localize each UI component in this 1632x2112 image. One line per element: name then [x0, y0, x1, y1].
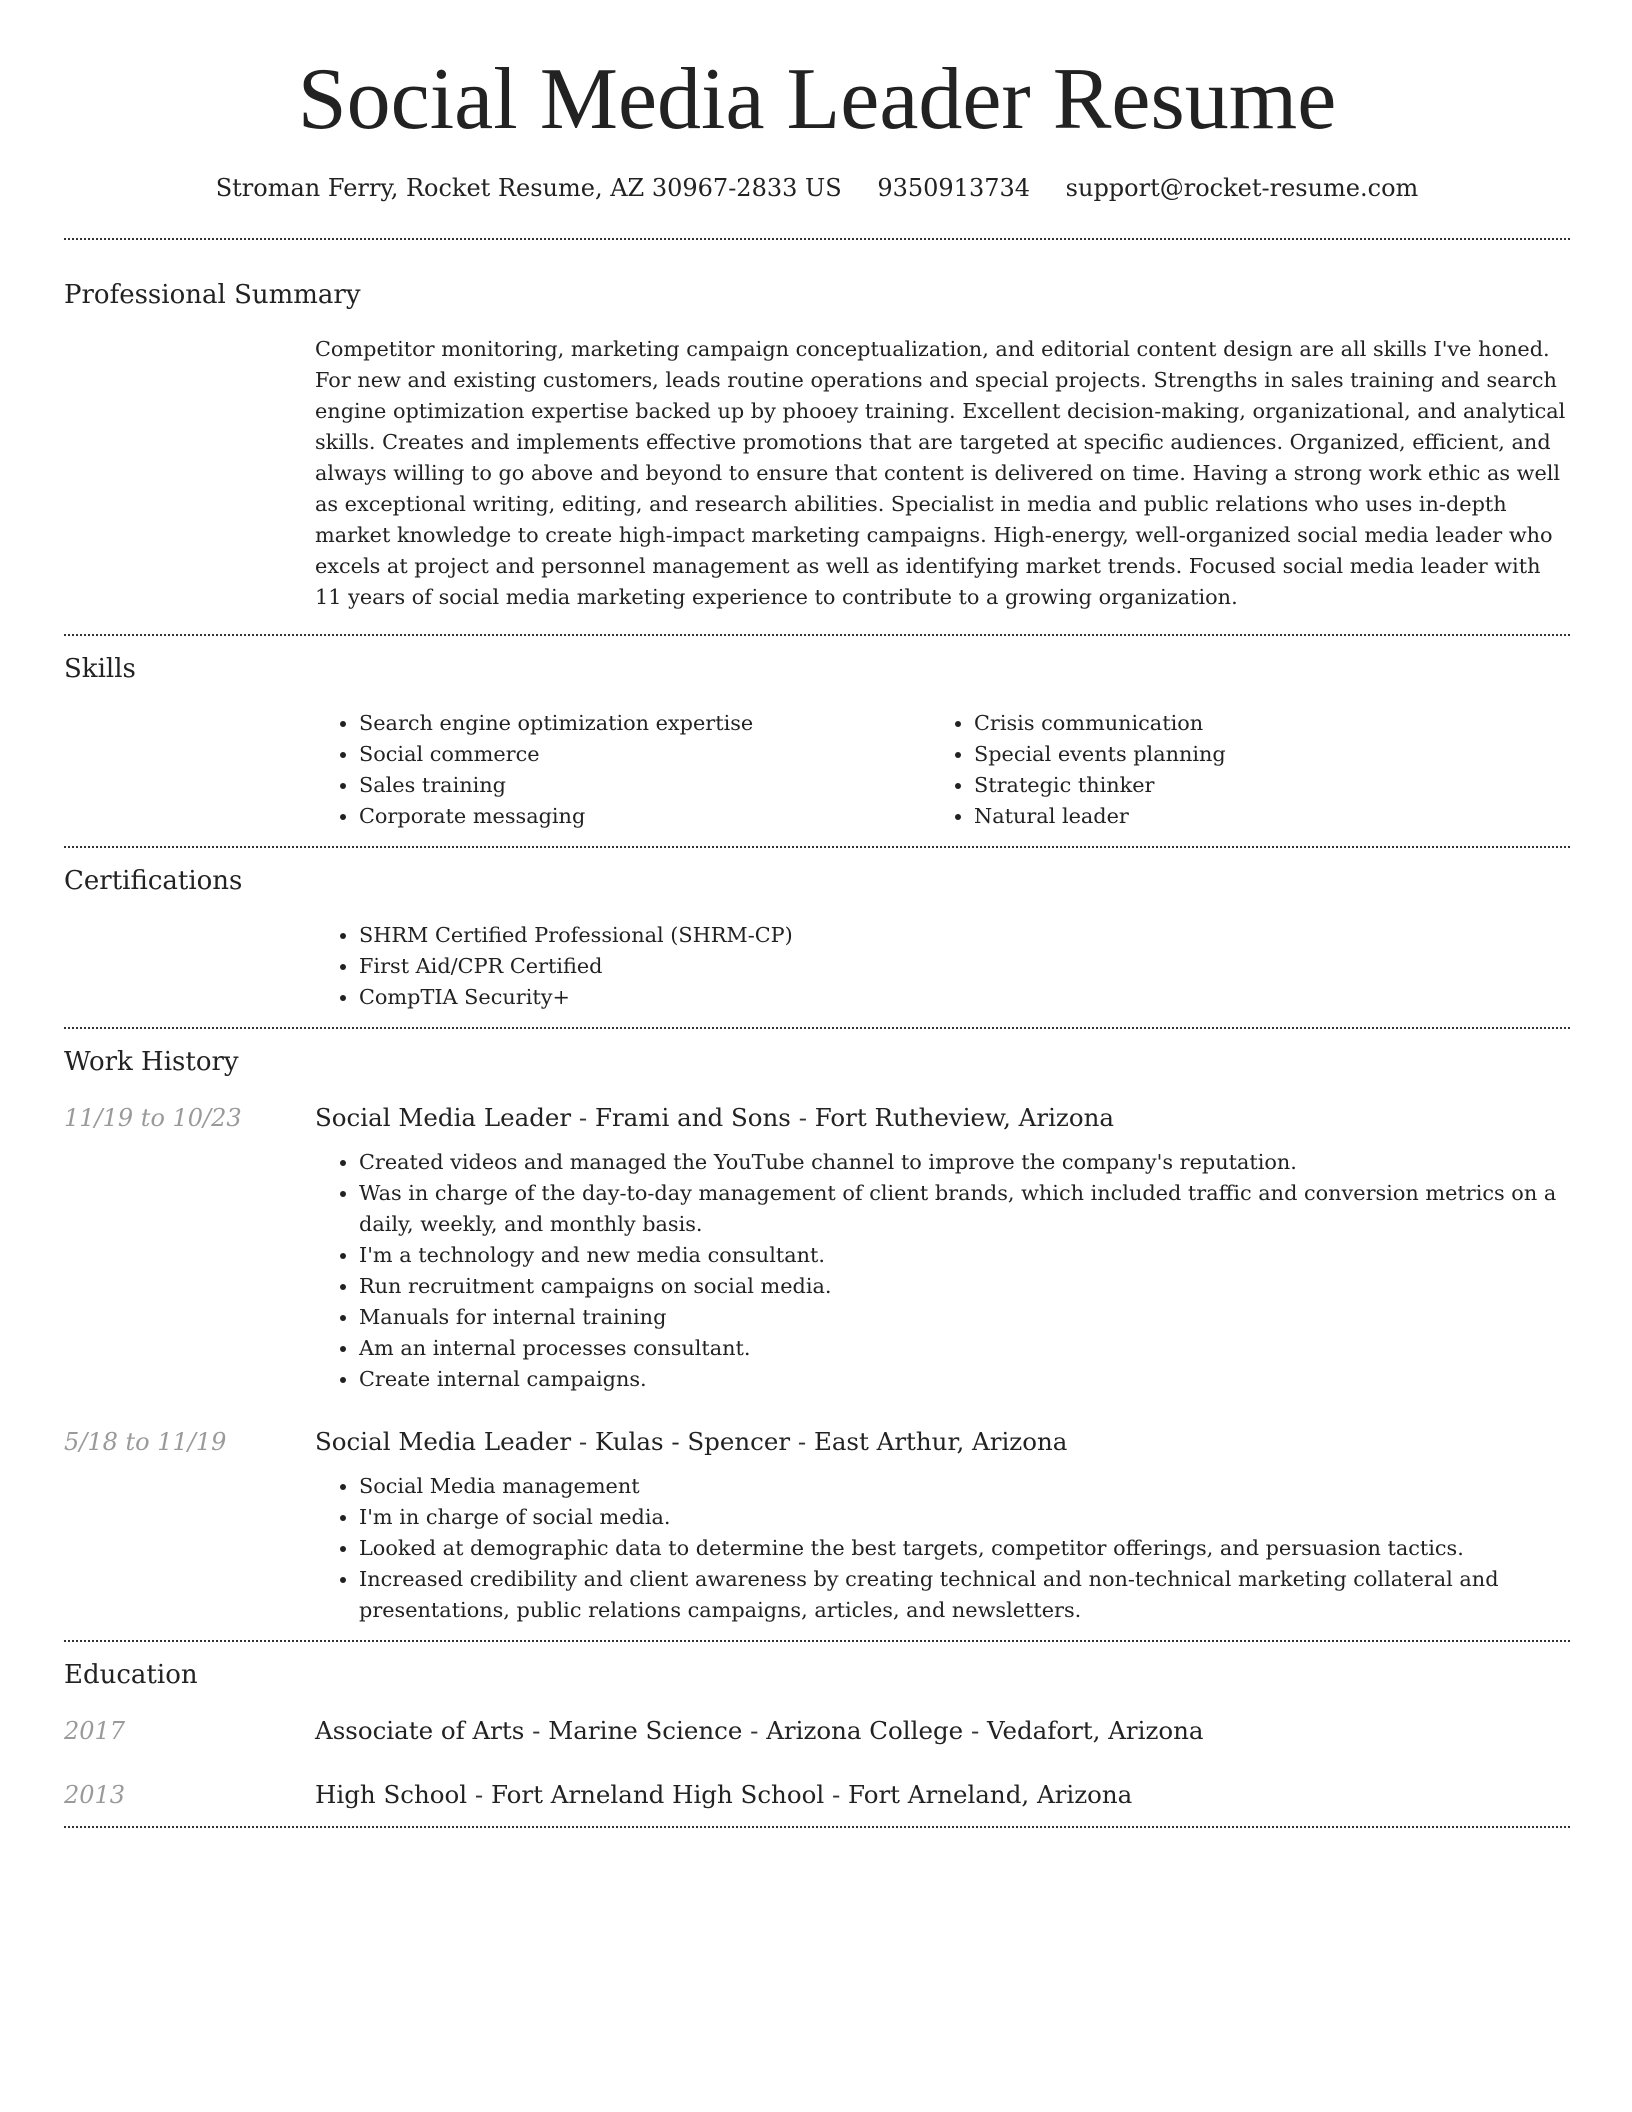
education-title-line: Associate of Arts - Marine Science - Arizona College - Vedafort, Arizona [315, 1715, 1204, 1745]
education-entry [64, 1714, 1570, 1748]
job-title: Social Media Leader [315, 1426, 572, 1456]
job-bullet: • Create internal campaigns. [359, 1364, 1570, 1395]
education-title-line: High School - Fort Arneland High School - Fort Arneland, Arizona [315, 1779, 1133, 1809]
job-bullet: • I'm a technology and new media consultant. [359, 1240, 1570, 1271]
certifications-section [64, 848, 1570, 1027]
education-school: Fort Arneland High School [490, 1779, 825, 1809]
skill-item: • Crisis communication [974, 708, 1545, 739]
education-degree: Associate of Arts [315, 1715, 525, 1745]
skill-item: • Search engine optimization expertise [359, 708, 930, 739]
education-location: Fort Arneland, Arizona [848, 1779, 1133, 1809]
email: support@rocket-resume.com [1065, 174, 1419, 202]
certification-item: • First Aid/CPR Certified [359, 951, 1570, 982]
job-bullets [315, 1147, 1570, 1395]
job-dates: 11/19 to 10/23 [64, 1103, 242, 1132]
address: Stroman Ferry, Rocket Resume, AZ 30967-2833 US [215, 174, 842, 202]
education-entry [64, 1778, 1570, 1812]
work-history-heading: Work History [64, 1046, 239, 1077]
work-history-section [64, 1029, 1570, 1640]
skills-left-list [315, 708, 930, 832]
summary-text: Competitor monitoring, marketing campaign conceptualization, and editorial content design are all skills I've honed. For new and existing customers, leads routine operations and special projects. Strengths in sales training and search engine optimization expertise backed up by phooey training. Excellent decision-making, organizational, and analytical skills. Creates and implements effective promotions that are targeted at specific audiences. Organized, efficient, and always willing to go above and beyond to ensure that content is delivered on time. Having a strong work ethic as well as exceptional writing, editing, and research abilities. Specialist in media and public relations who uses in-depth market knowledge to create high-impact marketing campaigns. High-energy, well-organized social media leader who excels at project and personnel management as well as identifying market trends. Focused social media leader with 11 years of social media marketing experience to contribute to a growing organization. [315, 337, 1566, 609]
skill-item: • Natural leader [974, 801, 1545, 832]
job-bullet: • Created videos and managed the YouTube channel to improve the company's reputation. [359, 1147, 1570, 1178]
job-title: Social Media Leader [315, 1102, 572, 1132]
summary-heading: Professional Summary [64, 280, 361, 310]
skill-item: • Corporate messaging [359, 801, 930, 832]
resume-page [64, 0, 1570, 1828]
certifications-heading: Certifications [64, 865, 243, 896]
job-body [315, 1425, 1570, 1626]
job-bullets [315, 1471, 1570, 1626]
education-school: Arizona College [766, 1715, 964, 1745]
skill-item: • Strategic thinker [974, 770, 1545, 801]
divider [64, 238, 1570, 240]
job-bullet: • Run recruitment campaigns on social media. [359, 1271, 1570, 1302]
certifications-list [315, 920, 1570, 1013]
job-location: East Arthur, Arizona [813, 1426, 1068, 1456]
skill-item: • Social commerce [359, 739, 930, 770]
certification-item: • SHRM Certified Professional (SHRM-CP) [359, 920, 1570, 951]
job-employer: Frami and Sons [594, 1102, 791, 1132]
job-bullet: • I'm in charge of social media. [359, 1502, 1570, 1533]
job-bullet: • Increased credibility and client awareness by creating technical and non-technical marketing collateral and presentations, public relations campaigns, articles, and newsletters. [359, 1564, 1570, 1626]
education-year: 2017 [64, 1716, 126, 1745]
education-heading: Education [64, 1659, 198, 1690]
skill-item: • Sales training [359, 770, 930, 801]
skills-grid [315, 708, 1570, 832]
job-employer: Kulas - Spencer [594, 1426, 791, 1456]
job-entry [64, 1425, 1570, 1626]
skills-heading: Skills [64, 653, 136, 684]
certification-item: • CompTIA Security+ [359, 982, 1570, 1013]
skills-section [64, 636, 1570, 846]
skills-right-list [930, 708, 1545, 832]
education-year: 2013 [64, 1780, 126, 1809]
job-bullet: • Manuals for internal training [359, 1302, 1570, 1333]
job-location: Fort Rutheview, Arizona [814, 1102, 1114, 1132]
job-title-line: Social Media Leader - Kulas - Spencer - East Arthur, Arizona [315, 1426, 1068, 1456]
job-body [315, 1101, 1570, 1395]
phone: 9350913734 [877, 174, 1031, 202]
resume-title: Social Media Leader Resume [297, 51, 1337, 148]
job-entry [64, 1101, 1570, 1395]
job-bullet: • Social Media management [359, 1471, 1570, 1502]
education-location: Vedafort, Arizona [987, 1715, 1204, 1745]
job-bullet: • Was in charge of the day-to-day management of client brands, which included traffic and conversion metrics on a daily, weekly, and monthly basis. [359, 1178, 1570, 1240]
job-bullet: • Looked at demographic data to determine the best targets, competitor offerings, and persuasion tactics. [359, 1533, 1570, 1564]
skill-item: • Special events planning [974, 739, 1545, 770]
education-degree: High School [315, 1779, 468, 1809]
job-bullet: • Am an internal processes consultant. [359, 1333, 1570, 1364]
job-dates: 5/18 to 11/19 [64, 1427, 227, 1456]
divider [64, 1826, 1570, 1828]
education-section [64, 1642, 1570, 1826]
education-field: Marine Science [548, 1715, 743, 1745]
contact-line [64, 174, 1570, 202]
job-title-line: Social Media Leader - Frami and Sons - Fort Rutheview, Arizona [315, 1102, 1114, 1132]
